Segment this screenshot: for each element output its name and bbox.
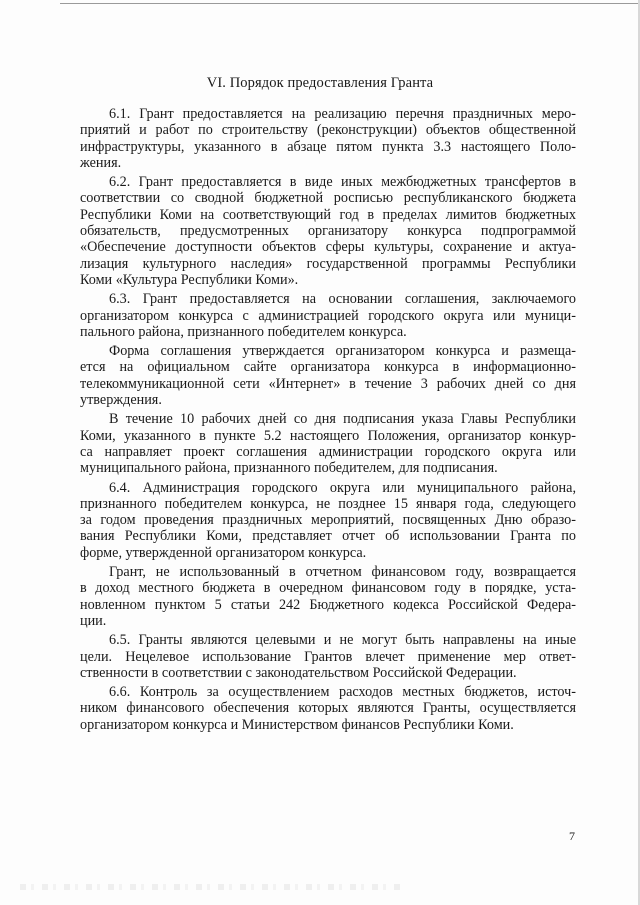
paragraph-line: цели. Нецелевое использование Грантов влечет применение мер ответ- <box>80 648 576 665</box>
paragraph-line: инфраструктуры, указанного в абзаце пятом пункта 3.3 настоящего Поло- <box>80 138 576 155</box>
paragraph-line: телекоммуникационной сети «Интернет» в течение 3 рабочих дней со дня <box>80 375 576 392</box>
paragraph-line: Коми, указанного в пункте 5.2 настоящего Положения, организатор конкур- <box>80 427 576 444</box>
paragraph-first-line: 6.3. Грант предоставляется на основании соглашения, заключаемого <box>109 291 576 308</box>
paragraph-line: признанного победителем конкурса, не позднее 15 января года, следующего <box>80 495 576 512</box>
paragraph-line: за годом проведения праздничных мероприятий, посвященных Дню образо- <box>80 512 576 529</box>
paragraph-line: форме, утвержденной организатором конкурса. <box>80 544 367 561</box>
paragraph-line: ственности в соответствии с законодательством Российской Федерации. <box>80 664 517 681</box>
paragraph-line: организатором конкурса и Министерством финансов Республики Коми. <box>80 716 514 733</box>
paragraph-first-line: 6.1. Грант предоставляется на реализацию перечня праздничных меро- <box>109 106 576 122</box>
paragraph-line: Коми «Культура Республики Коми». <box>80 271 299 288</box>
paragraph-line: утверждения. <box>80 392 162 409</box>
paragraph-line: Республики Коми на соответствующий год в пределах лимитов бюджетных <box>80 206 576 223</box>
paragraph-line: соответствии со сводной бюджетной росписью республиканского бюджета <box>80 190 576 207</box>
paragraph-line: организатором конкурса с администрацией городского округа или муници- <box>80 307 576 324</box>
section-heading: VI. Порядок предоставления Гранта <box>206 75 434 91</box>
paragraph-line: муниципального района, признанного победителем, для подписания. <box>80 460 498 477</box>
paragraph-line: вания Республики Коми, представляет отчет об использовании Гранта по <box>80 528 576 545</box>
paragraph-line: ником финансового обеспечения которых являются Гранты, осуществляется <box>80 700 576 717</box>
paragraph-first-line: В течение 10 рабочих дней со дня подписания указа Главы Республики <box>109 411 576 428</box>
paragraph-first-line: Форма соглашения утверждается организатором конкурса и размеща- <box>109 343 576 360</box>
paragraph-line: ется на официальном сайте организатора конкурса в информационно- <box>80 359 576 376</box>
paragraph-line: новленном пунктом 5 статьи 242 Бюджетного кодекса Российской Федера- <box>80 596 576 613</box>
paragraph-line: ции. <box>80 612 107 629</box>
paragraph-first-line: 6.6. Контроль за осуществлением расходов местных бюджетов, источ- <box>109 684 576 701</box>
paragraph-line: приятий и работ по строительству (реконструкции) объектов общественной <box>80 122 576 139</box>
scan-noise-strip <box>20 884 400 890</box>
paragraph-line: в доход местного бюджета в очередном финансовом году в порядке, уста- <box>80 580 576 597</box>
scan-edge-line <box>60 3 640 4</box>
paragraph-line: обязательств, предусмотренных организатору конкурса подпрограммой <box>80 223 576 240</box>
paragraph-first-line: 6.5. Гранты являются целевыми и не могут быть направлены на иные <box>109 632 576 649</box>
page-number: 7 <box>569 829 575 843</box>
paragraph-line: жения. <box>80 154 122 171</box>
paragraph-line: пального района, признанного победителем конкурса. <box>80 323 407 340</box>
paragraph-line: са направляет проект соглашения администрации городского округа или <box>80 443 576 460</box>
document-body <box>80 106 576 733</box>
paragraph-first-line: Грант, не использованный в отчетном финансовом году, возвращается <box>109 564 576 581</box>
paragraph-line: лизация культурного наследия» государственной программы Республики <box>80 255 576 272</box>
paragraph-first-line: 6.4. Администрация городского округа или муниципального района, <box>109 479 576 496</box>
paragraph-first-line: 6.2. Грант предоставляется в виде иных межбюджетных трансфертов в <box>109 174 576 191</box>
paragraph-line: «Обеспечение доступности объектов сферы культуры, сохранение и актуа- <box>80 239 576 256</box>
